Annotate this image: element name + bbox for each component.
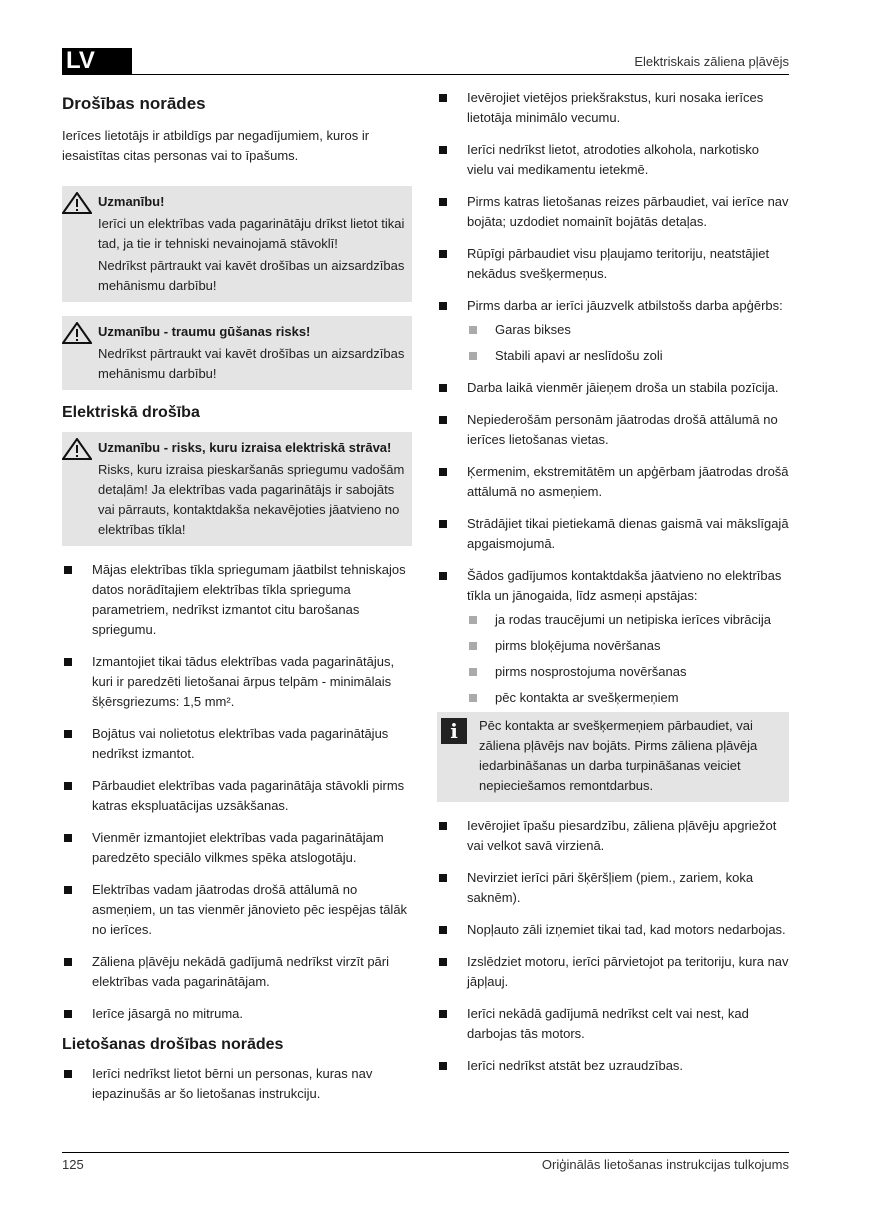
header-title: Elektriskais zāliena pļāvējs [634, 54, 789, 69]
list-item: Mājas elektrības tīkla spriegumam jāatbilst tehniskajos datos norādītajiem elektrības tīkla sprieguma parametriem, nedrīkst izmantot citu barošanas spriegumu. [62, 560, 412, 640]
list-item: Nevirziet ierīci pāri šķēršļiem (piem., zariem, koka saknēm). [437, 868, 789, 908]
info-text: Pēc kontakta ar svešķermeņiem pārbaudiet, vai zāliena pļāvējs nav bojāts. Pirms zāliena pļāvēja iedarbināšanas un darba turpināšanas veiciet nepieciešamos remontdarbus. [479, 718, 758, 793]
list-item: Pārbaudiet elektrības vada pagarinātāja stāvokli pirms katras ekspluatācijas uzsākšanas. [62, 776, 412, 816]
sub-bullet-square-icon [469, 694, 477, 702]
info-icon: i [441, 718, 467, 744]
bullet-square-icon [64, 566, 72, 574]
info-box [437, 712, 789, 802]
list-item: Vienmēr izmantojiet elektrības vada pagarinātājam paredzēto speciālo vilkmes spēka atslogotāju. [62, 828, 412, 868]
list-item: Izmantojiet tikai tādus elektrības vada pagarinātājus, kuri ir paredzēti lietošanai ārpus telpām - minimālais šķērsgriezums: 1,5 mm². [62, 652, 412, 712]
sublist-item: pirms nosprostojuma novēršanas [467, 662, 789, 682]
footer-divider [62, 1152, 789, 1153]
handling-safety-list [437, 816, 789, 1076]
bullet-square-icon [439, 384, 447, 392]
bullet-square-icon [439, 926, 447, 934]
warning-text: Risks, kuru izraisa pieskaršanās spriegumu vadošām detaļām! Ja elektrības vada pagarinātājs ir sabojāts vai pārrauts, kontaktdakša nekavējoties jāatvieno no elektrības tīkla! [98, 462, 405, 537]
sublist-item: Garas bikses [467, 320, 789, 340]
usage-safety-list [62, 1064, 412, 1104]
warning-triangle-icon [62, 438, 92, 460]
section-heading-safety: Drošības norādes [62, 94, 206, 113]
bullet-square-icon [64, 886, 72, 894]
bullet-square-icon [439, 146, 447, 154]
bullet-square-icon [439, 416, 447, 424]
left-column [62, 88, 412, 1116]
list-item: Ierīci nedrīkst lietot bērni un personas, kuras nav iepazinušās ar šo lietošanas instrukciju. [62, 1064, 412, 1104]
bullet-square-icon [439, 198, 447, 206]
warning-title: Uzmanību - traumu gūšanas risks! [98, 324, 311, 339]
bullet-square-icon [439, 250, 447, 258]
sub-bullet-square-icon [469, 642, 477, 650]
bullet-square-icon [439, 822, 447, 830]
warning-box-electric [62, 432, 412, 546]
warning-text: Nedrīkst pārtraukt vai kavēt drošības un aizsardzības mehānismu darbību! [98, 258, 405, 293]
list-item: Ierīce jāsargā no mitruma. [62, 1004, 412, 1024]
header-divider [62, 74, 789, 75]
list-item: Rūpīgi pārbaudiet visu pļaujamo teritoriju, neatstājiet nekādus svešķermeņus. [437, 244, 789, 284]
sub-bullet-square-icon [469, 326, 477, 334]
bullet-square-icon [64, 1010, 72, 1018]
right-column [437, 88, 789, 1088]
list-item: Strādājiet tikai pietiekamā dienas gaismā vai mākslīgajā apgaismojumā. [437, 514, 789, 554]
unplug-sublist [467, 610, 789, 708]
bullet-square-icon [439, 302, 447, 310]
usage-safety-list-continued [437, 88, 789, 708]
list-item: Ierīci nekādā gadījumā nedrīkst celt vai nest, kad darbojas tās motors. [437, 1004, 789, 1044]
sublist-item: pirms bloķējuma novēršanas [467, 636, 789, 656]
list-item: Nopļauto zāli izņemiet tikai tad, kad motors nedarbojas. [437, 920, 789, 940]
bullet-square-icon [64, 834, 72, 842]
list-item: Ievērojiet īpašu piesardzību, zāliena pļāvēju apgriežot vai velkot savā virzienā. [437, 816, 789, 856]
bullet-square-icon [439, 958, 447, 966]
list-item: Ievērojiet vietējos priekšrakstus, kuri nosaka ierīces lietotāja minimālo vecumu. [437, 88, 789, 128]
list-item: Darba laikā vienmēr jāieņem droša un stabila pozīcija. [437, 378, 789, 398]
safety-intro: Ierīces lietotājs ir atbildīgs par negadījumiem, kuros ir iesaistītas citas personas vai to īpašums. [62, 128, 370, 163]
list-item: Pirms darba ar ierīci jāuzvelk atbilstošs darba apģērbs: Garas bikses Stabili apavi ar neslīdošu zoli [437, 296, 789, 366]
list-item: Bojātus vai nolietotus elektrības vada pagarinātājus nedrīkst izmantot. [62, 724, 412, 764]
section-heading-usage: Lietošanas drošības norādes [62, 1036, 284, 1053]
warning-triangle-icon [62, 192, 92, 214]
bullet-square-icon [64, 1070, 72, 1078]
warning-title: Uzmanību! [98, 194, 165, 209]
warning-box-injury [62, 316, 412, 390]
footer-title: Oriģinālās lietošanas instrukcijas tulkojums [541, 1157, 789, 1172]
list-item: Ierīci nedrīkst atstāt bez uzraudzības. [437, 1056, 789, 1076]
sub-bullet-square-icon [469, 668, 477, 676]
bullet-square-icon [439, 94, 447, 102]
warning-box-general [62, 186, 412, 302]
clothing-sublist [467, 320, 789, 366]
bullet-square-icon [64, 958, 72, 966]
warning-text: Nedrīkst pārtraukt vai kavēt drošības un aizsardzības mehānismu darbību! [98, 346, 405, 381]
page-number: 125 [62, 1157, 84, 1172]
bullet-square-icon [64, 782, 72, 790]
bullet-square-icon [439, 1062, 447, 1070]
bullet-square-icon [439, 1010, 447, 1018]
sublist-item: Stabili apavi ar neslīdošu zoli [467, 346, 789, 366]
sublist-item: ja rodas traucējumi un netipiska ierīces vibrācija [467, 610, 789, 630]
list-item: Izslēdziet motoru, ierīci pārvietojot pa teritoriju, kura nav jāpļauj. [437, 952, 789, 992]
list-item: Ierīci nedrīkst lietot, atrodoties alkohola, narkotisko vielu vai medikamentu ietekmē. [437, 140, 789, 180]
language-badge: LV [62, 48, 132, 74]
list-item: Elektrības vadam jāatrodas drošā attālumā no asmeņiem, un tas vienmēr jānovieto pēc iespējas tālāk no ierīces. [62, 880, 412, 940]
list-item: Nepiederošām personām jāatrodas drošā attālumā no ierīces lietošanas vietas. [437, 410, 789, 450]
list-item: Pirms katras lietošanas reizes pārbaudiet, vai ierīce nav bojāta; uzdodiet nomainīt bojātās detaļas. [437, 192, 789, 232]
bullet-square-icon [439, 468, 447, 476]
electric-safety-list [62, 560, 412, 1024]
list-item: Ķermenim, ekstremitātēm un apģērbam jāatrodas drošā attālumā no asmeņiem. [437, 462, 789, 502]
bullet-square-icon [64, 658, 72, 666]
sub-bullet-square-icon [469, 616, 477, 624]
bullet-square-icon [64, 730, 72, 738]
bullet-square-icon [439, 520, 447, 528]
sub-bullet-square-icon [469, 352, 477, 360]
bullet-square-icon [439, 874, 447, 882]
section-heading-electric: Elektriskā drošība [62, 404, 200, 421]
sublist-item: pēc kontakta ar svešķermeņiem [467, 688, 789, 708]
warning-title: Uzmanību - risks, kuru izraisa elektriskā strāva! [98, 440, 392, 455]
list-item: Zāliena pļāvēju nekādā gadījumā nedrīkst virzīt pāri elektrības vada pagarinātājam. [62, 952, 412, 992]
list-item: Šādos gadījumos kontaktdakša jāatvieno no elektrības tīkla un jānogaida, līdz asmeņi apstājas: ja rodas traucējumi un netipiska ierīces vibrācija pirms bloķējuma novēršanas pirms nosprostojuma novēršanas pēc kontakta ar svešķermeņiem [437, 566, 789, 708]
warning-text: Ierīci un elektrības vada pagarinātāju drīkst lietot tikai tad, ja tie ir tehniski nevainojamā stāvoklī! [98, 216, 405, 251]
warning-triangle-icon [62, 322, 92, 344]
bullet-square-icon [439, 572, 447, 580]
